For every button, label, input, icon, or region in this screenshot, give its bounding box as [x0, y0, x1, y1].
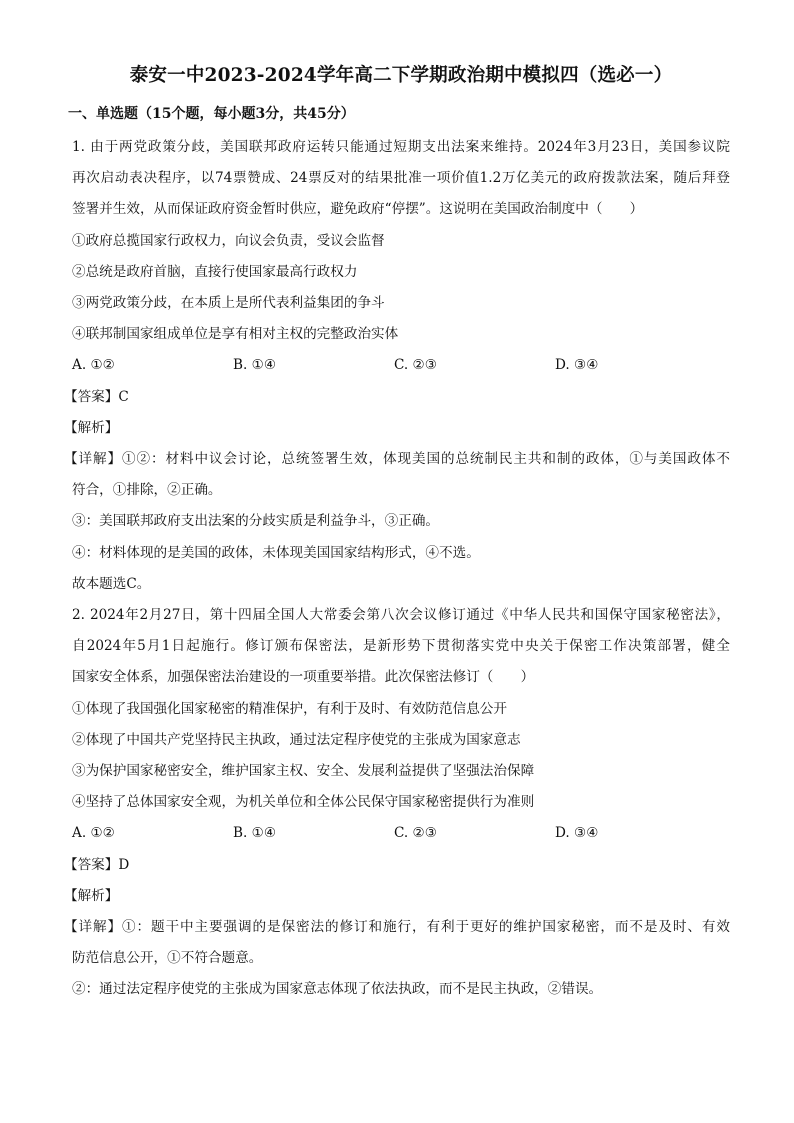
answer-label: 【答案】D: [64, 856, 130, 873]
statement-item: ①体现了我国强化国家秘密的精准保护，有利于及时、有效防范信息公开: [72, 700, 507, 717]
detail-line: ④：材料体现的是美国的政体，未体现美国国家结构形式，④不选。: [72, 544, 480, 561]
option-c: C. ②③: [394, 357, 437, 374]
question-stem-line: 自2024年5月1日起施行。修订颁布保密法，是新形势下贯彻落实党中央关于保密工作决策部署，健全: [72, 638, 730, 655]
option-a: A. ①②: [72, 825, 115, 842]
detail-line: 防范信息公开，①不符合题意。: [72, 950, 263, 967]
question-stem-line: 再次启动表决程序，以74票赞成、24票反对的结果批准一项价值1.2万亿美元的政府拨款法案，随后拜登: [72, 170, 730, 187]
statement-item: ④联邦制国家组成单位是享有相对主权的完整政治实体: [72, 326, 399, 343]
question-stem-line: 2. 2024年2月27日，第十四届全国人大常委会第八次会议修订通过《中华人民共和国保守国家秘密法》，: [72, 607, 730, 624]
option-b: B. ①④: [233, 357, 277, 374]
statement-item: ①政府总揽国家行政权力，向议会负责，受议会监督: [72, 232, 385, 249]
question-stem-line: 国家安全体系，加强保密法治建设的一项重要举措。此次保密法修订（ ）: [72, 669, 535, 686]
answer-label: 【答案】C: [64, 388, 129, 405]
section-heading: 一、单选题（15个题，每小题3分，共45分）: [68, 106, 355, 122]
question-stem-line: 签署并生效，从而保证政府资金暂时供应，避免政府“停摆”。这说明在美国政治制度中（ ）: [72, 201, 644, 218]
statement-item: ③两党政策分歧，在本质上是所代表利益集团的争斗: [72, 295, 385, 312]
option-a: A. ①②: [72, 357, 115, 374]
statement-item: ②总统是政府首脑，直接行使国家最高行政权力: [72, 263, 358, 280]
option-d: D. ③④: [555, 357, 599, 374]
statement-item: ③为保护国家秘密安全，维护国家主权、安全、发展利益提供了坚强法治保障: [72, 763, 535, 780]
detail-line: 【详解】①②：材料中议会讨论，总统签署生效，体现美国的总统制民主共和制的政体，①与美国政体不: [64, 451, 730, 468]
analysis-label: 【解析】: [64, 887, 119, 904]
answer-options: [72, 350, 730, 381]
question-stem-line: 1. 由于两党政策分歧，美国联邦政府运转只能通过短期支出法案来维持。2024年3月23日，美国参议院: [72, 139, 730, 155]
statement-item: ②体现了中国共产党坚持民主执政，通过法定程序使党的主张成为国家意志: [72, 731, 521, 748]
analysis-label: 【解析】: [64, 419, 119, 436]
option-b: B. ①④: [233, 825, 277, 842]
detail-line: ③：美国联邦政府支出法案的分歧实质是利益争斗，③正确。: [72, 513, 440, 530]
detail-line: 故本题选C。: [72, 575, 151, 592]
document-title: 泰安一中2023-2024学年高二下学期政治期中模拟四（选必一）: [129, 65, 673, 86]
question-2: [64, 600, 730, 1006]
statement-item: ④坚持了总体国家安全观，为机关单位和全体公民保守国家秘密提供行为准则: [72, 794, 535, 811]
answer-options: [72, 818, 730, 849]
question-1: [64, 132, 730, 600]
option-d: D. ③④: [555, 825, 599, 842]
detail-line: 【详解】①：题干中主要强调的是保密法的修订和施行，有利于更好的维护国家秘密，而不是及时、有效: [64, 919, 730, 936]
detail-line: ②：通过法定程序使党的主张成为国家意志体现了依法执政，而不是民主执政，②错误。: [72, 981, 603, 998]
detail-line: 符合，①排除，②正确。: [72, 482, 222, 499]
option-c: C. ②③: [394, 825, 437, 842]
